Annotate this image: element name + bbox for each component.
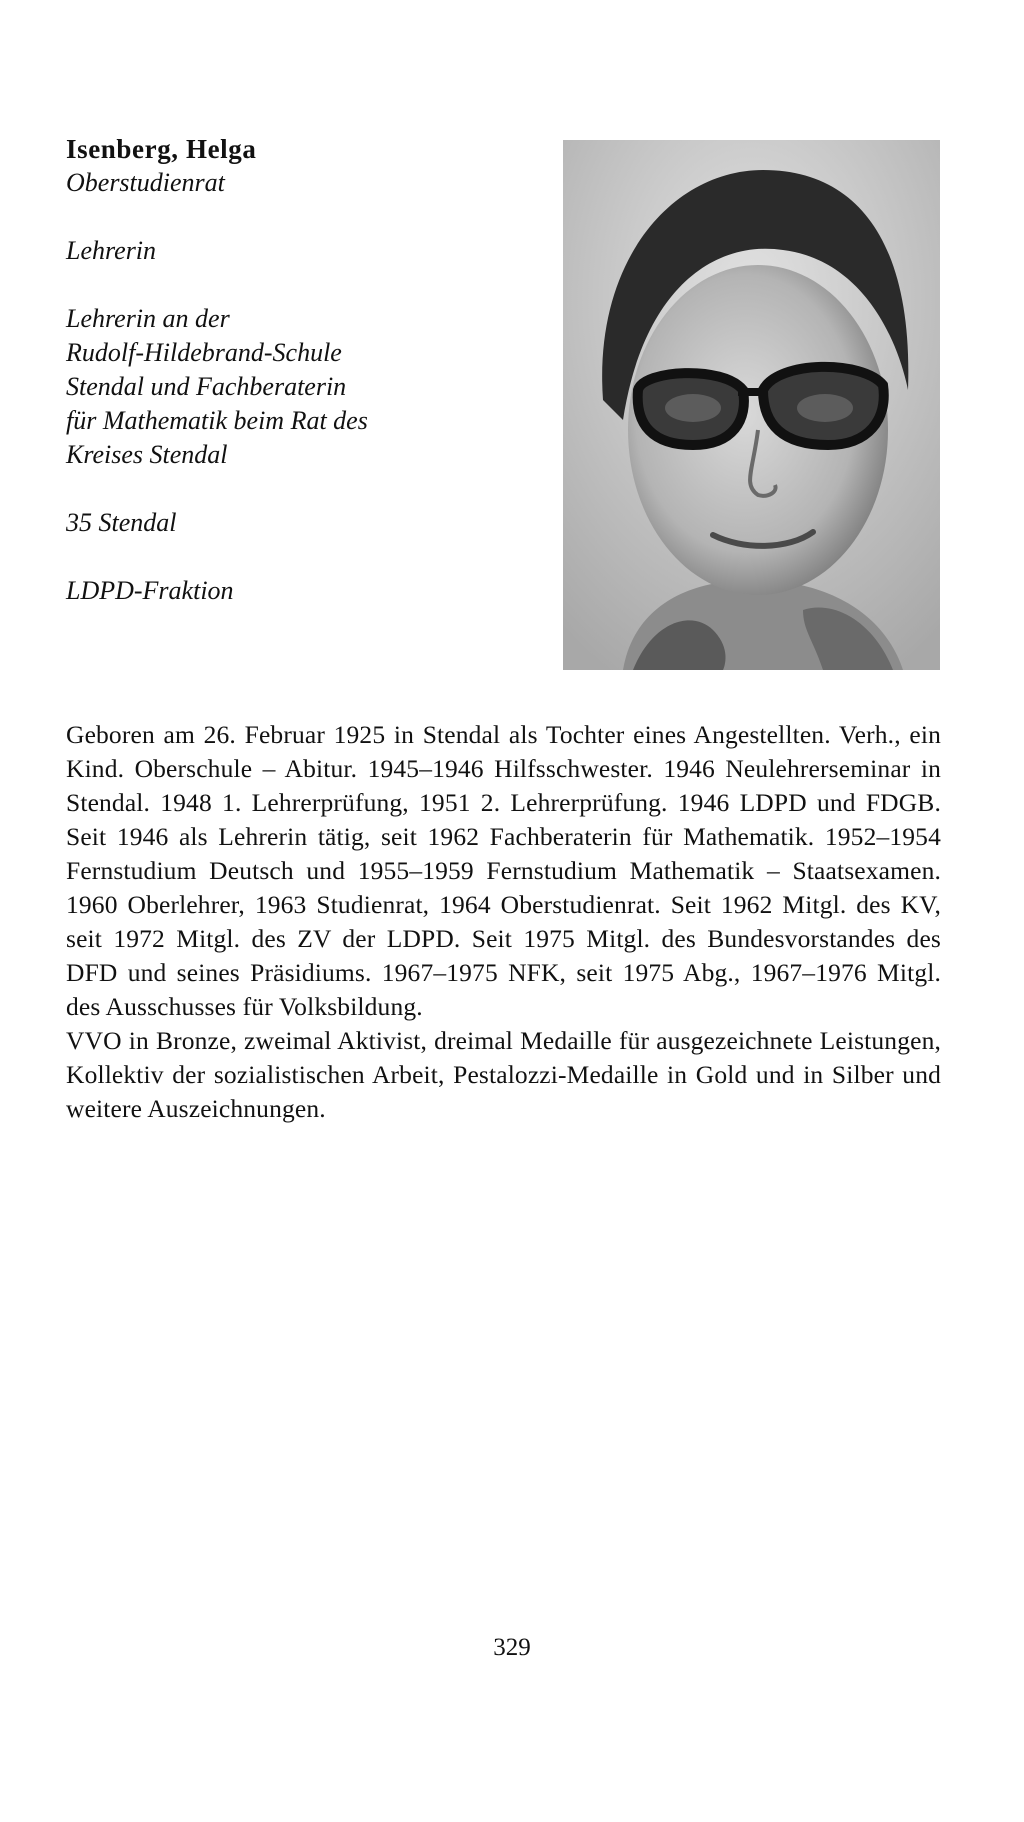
- position-line: für Mathematik beim Rat des: [66, 406, 368, 435]
- page-number: 329: [493, 1634, 531, 1661]
- position-line: Rudolf-Hildebrand-Schule: [66, 338, 342, 367]
- faction: LDPD-Fraktion: [66, 576, 234, 605]
- portrait-photo: [563, 140, 940, 670]
- position-line: Kreises Stendal: [66, 440, 228, 469]
- person-profession: Lehrerin: [66, 236, 157, 265]
- biography-text: [66, 718, 941, 1126]
- entry-header: [66, 132, 506, 608]
- biography-paragraph: Geboren am 26. Februar 1925 in Stendal als Tochter eines Angestellten. Verh., ein Kind. Oberschule – Abitur. 1945–1946 Hilfsschwester. 1946 Neulehrerseminar in Stendal. 1948 1. Lehrerprüfung, 1951 2. Lehrerprüfung. 1946 LDPD und FDGB. Seit 1946 als Lehrerin tätig, seit 1962 Fachberaterin für Mathematik. 1952–1954 Fernstudium Deutsch und 1955–1959 Fernstudium Mathematik – Staatsexamen. 1960 Oberlehrer, 1963 Studienrat, 1964 Oberstudienrat. Seit 1962 Mitgl. des KV, seit 1972 Mitgl. des ZV der LDPD. Seit 1975 Mitgl. des Bundesvorstandes des DFD und seines Präsidiums. 1967–1975 NFK, seit 1975 Abg., 1967–1976 Mitgl. des Ausschusses für Volksbildung.: [66, 720, 941, 1021]
- constituency: 35 Stendal: [66, 508, 177, 537]
- biography-paragraph: VVO in Bronze, zweimal Aktivist, dreimal Medaille für ausgezeichnete Leistungen, Kollektiv der sozialistischen Arbeit, Pestalozzi-Medaille in Gold und in Silber und weitere Auszeichnungen.: [66, 1026, 941, 1123]
- person-name: Isenberg, Helga: [66, 134, 257, 164]
- position-line: Lehrerin an der: [66, 304, 230, 333]
- person-title: Oberstudienrat: [66, 168, 225, 197]
- position-line: Stendal und Fachberaterin: [66, 372, 347, 401]
